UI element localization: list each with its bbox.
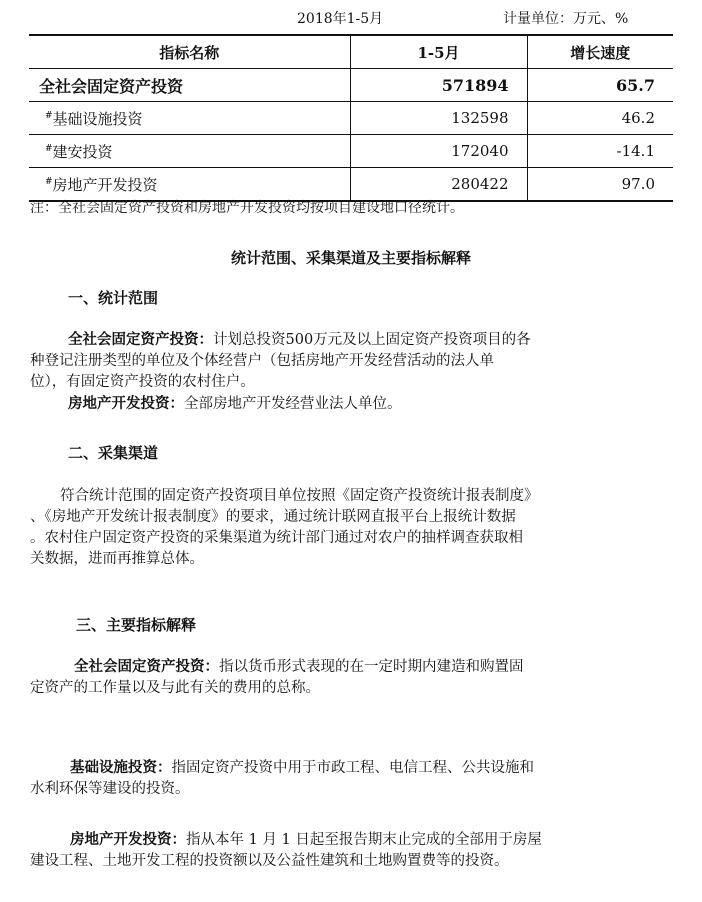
- row-growth: 65.7: [527, 69, 673, 102]
- indicator-real-estate: [30, 829, 542, 872]
- subitem-mark: #: [45, 143, 53, 154]
- indicator-fixed-assets: [30, 656, 524, 699]
- text-line: 计划总投资500万元及以上固定资产投资项目的各: [213, 332, 531, 348]
- term-label: 全社会固定资产投资：: [74, 658, 219, 675]
- row-value: 571894: [350, 69, 527, 102]
- text-line: 全部房地产开发经营业法人单位。: [184, 396, 402, 412]
- text-line: 。农村住户固定资产投资的采集渠道为统计部门通过对农户的抽样调查获取相: [30, 530, 523, 546]
- subitem-mark: #: [45, 110, 53, 121]
- column-header-growth: 增长速度: [527, 35, 673, 69]
- text-line: 种登记注册类型的单位及个体经营户（包括房地产开发经营活动的法人单: [30, 353, 494, 369]
- subitem-mark: #: [45, 176, 53, 187]
- measurement-unit: 计量单位：万元、%: [503, 11, 629, 27]
- row-growth: 46.2: [527, 102, 673, 135]
- text-line: 指从本年 1 月 1 日起至报告期末止完成的全部用于房屋: [186, 832, 542, 848]
- text-line: 位），有固定资产投资的农村住户。: [30, 374, 255, 390]
- table-row: [29, 102, 673, 135]
- column-header-period: 1-5月: [350, 35, 527, 69]
- table-row: [29, 69, 673, 102]
- indicator-infrastructure: [30, 757, 534, 800]
- term-label: 基础设施投资：: [70, 759, 172, 776]
- row-name: 全社会固定资产投资: [39, 76, 184, 96]
- text-line: 水利环保等建设的投资。: [30, 781, 190, 797]
- report-period: 2018年1-5月: [297, 11, 384, 27]
- row-growth: 97.0: [527, 168, 673, 202]
- heading-channels: 二、采集渠道: [68, 444, 159, 462]
- row-name: [29, 135, 350, 168]
- row-value: 280422: [350, 168, 527, 202]
- row-name: [29, 102, 350, 135]
- text-line: 关数据，进而再推算总体。: [30, 551, 204, 567]
- table-row: [29, 135, 673, 168]
- row-name: [29, 168, 350, 202]
- table-row: [29, 168, 673, 202]
- text-line: 建设工程、土地开发工程的投资额以及公益性建筑和土地购置费等的投资。: [30, 853, 509, 869]
- row-value: 132598: [350, 102, 527, 135]
- heading-scope: 一、统计范围: [68, 289, 159, 307]
- term-label: 房地产开发投资：: [70, 831, 186, 848]
- channels-paragraph: [30, 486, 539, 570]
- table-header-row: [29, 35, 673, 69]
- text-line: 指以货币形式表现的在一定时期内建造和购置固: [219, 659, 524, 675]
- heading-indicators: 三、主要指标解释: [76, 616, 197, 634]
- text-line: 定资产的工作量以及与此有关的费用的总称。: [30, 680, 320, 696]
- term-label: 房地产开发投资：: [68, 395, 184, 412]
- row-value: 172040: [350, 135, 527, 168]
- table-note: 注：全社会固定资产投资和房地产开发投资均按项目建设地口径统计。: [30, 200, 464, 216]
- term-label: 全社会固定资产投资：: [68, 331, 213, 348]
- investment-table: [29, 34, 673, 202]
- row-growth: -14.1: [527, 135, 673, 168]
- section-title: 统计范围、采集渠道及主要指标解释: [230, 249, 471, 267]
- scope-definition: [30, 329, 531, 415]
- text-line: 、《房地产开发统计报表制度》的要求，通过统计联网直报平台上报统计数据: [30, 509, 516, 525]
- row-name-text: 房地产开发投资: [52, 175, 158, 194]
- row-name-text: 基础设施投资: [52, 109, 143, 128]
- row-name-text: 建安投资: [52, 142, 113, 161]
- column-header-indicator: 指标名称: [159, 43, 220, 62]
- text-line: 指固定资产投资中用于市政工程、电信工程、公共设施和: [171, 760, 534, 776]
- text-line: 符合统计范围的固定资产投资项目单位按照《固定资产投资统计报表制度》: [60, 488, 539, 504]
